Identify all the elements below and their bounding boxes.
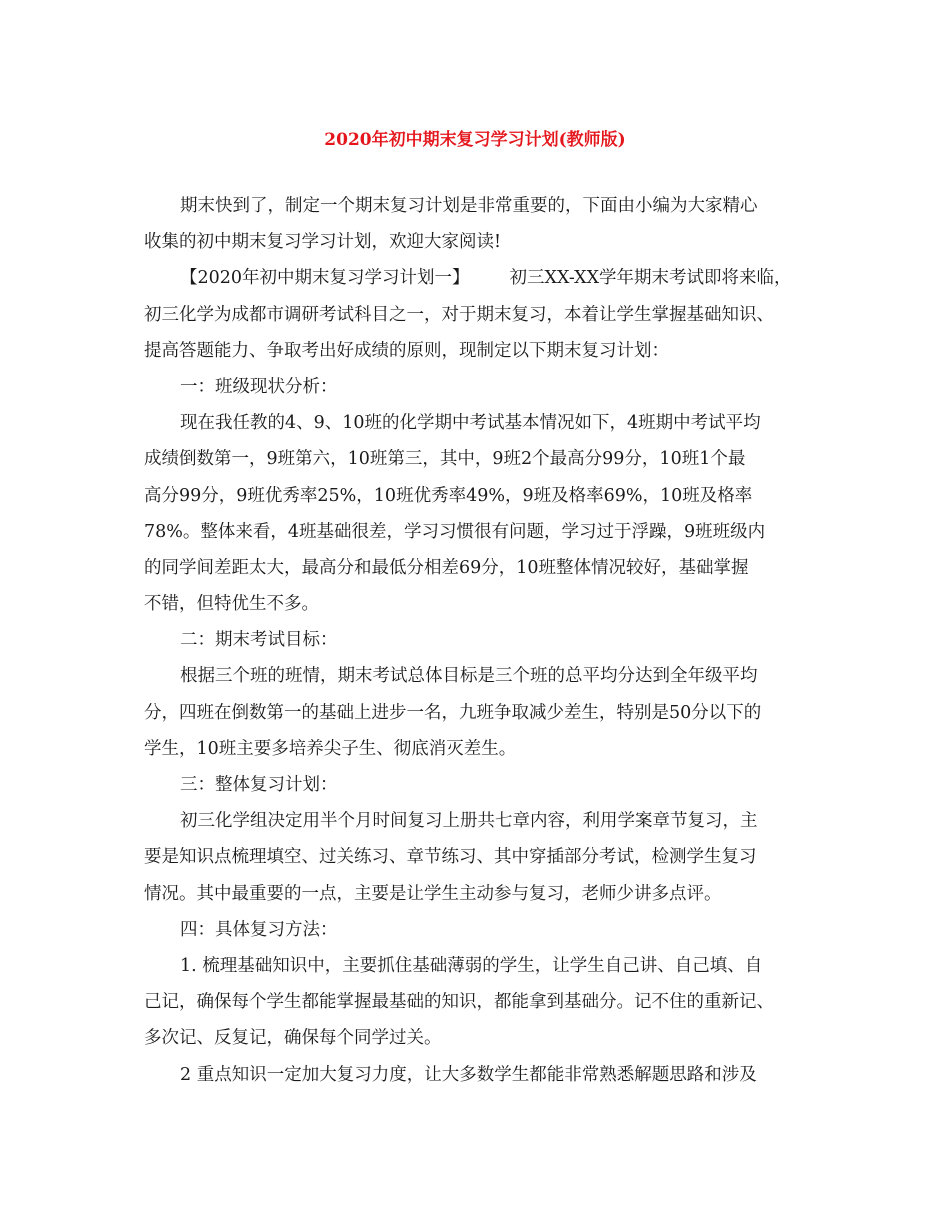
paragraph-line: [144, 405, 806, 441]
paragraph-line: [144, 478, 806, 514]
paragraph-line: [144, 1057, 806, 1093]
line-text: 成绩倒数第一，9班第六，10班第三，其中，9班2个最高分99分，10班1个最: [144, 449, 746, 470]
paragraph-line: [144, 731, 806, 767]
line-text: 不错，但特优生不多。: [144, 594, 319, 615]
line-text: 学生，10班主要多培养尖子生、彻底消灭差生。: [144, 738, 517, 759]
paragraph-line: [144, 839, 806, 875]
line-text: 己记，确保每个学生都能掌握最基础的知识，都能拿到基础分。记不住的重新记、: [144, 992, 774, 1013]
paragraph-line: [144, 984, 806, 1020]
paragraph-line: [144, 948, 806, 984]
paragraph-line: [144, 695, 806, 731]
line-text: 78%。整体来看，4班基础很差，学习习惯很有问题，学习过于浮躁，9班班级内: [144, 521, 766, 542]
line-text: 高分99分，9班优秀率25%，10班优秀率49%，9班及格率69%，10班及格率: [144, 485, 753, 506]
paragraph-line: [144, 514, 806, 550]
line-text: 二：期末考试目标：: [180, 630, 338, 651]
line-text: 的同学间差距太大，最高分和最低分相差69分，10班整体情况较好，基础掌握: [144, 557, 749, 578]
line-text: 2 重点知识一定加大复习力度，让大多数学生都能非常熟悉解题思路和涉及: [180, 1064, 757, 1085]
paragraph-line: [144, 297, 806, 333]
line-text: 【2020年初中期末复习学习计划一】: [180, 268, 470, 289]
paragraph-line: [144, 333, 806, 369]
paragraph-line: [144, 369, 806, 405]
line-text: 分，四班在倒数第一的基础上进步一名，九班争取减少差生，特别是50分以下的: [144, 702, 762, 723]
paragraph-line: [144, 658, 806, 694]
line-text: 根据三个班的班情，期末考试总体目标是三个班的总平均分达到全年级平均: [180, 666, 758, 687]
document-title: 2020年初中期末复习学习计划(教师版): [324, 130, 626, 150]
paragraph-line: [144, 876, 806, 912]
paragraph-line: [144, 912, 806, 948]
paragraph-line: [144, 188, 806, 224]
line-text: 期末快到了，制定一个期末复习计划是非常重要的，下面由小编为大家精心: [180, 196, 758, 216]
line-text: 四：具体复习方法：: [180, 919, 338, 940]
line-text: 情况。其中最重要的一点，主要是让学生主动参与复习，老师少讲多点评。: [144, 883, 722, 904]
line-text: 初三化学组决定用半个月时间复习上册共七章内容，利用学案章节复习，主: [180, 811, 758, 832]
line-text-continued: 初三XX-XX学年期末考试即将来临，: [509, 268, 792, 289]
document-body: [144, 188, 806, 1093]
line-text: 收集的初中期末复习学习计划，欢迎大家阅读!: [144, 232, 502, 253]
line-text: 要是知识点梳理填空、过关练习、章节练习、其中穿插部分考试，检测学生复习: [144, 847, 757, 868]
line-text: 1. 梳理基础知识中，主要抓住基础薄弱的学生，让学生自己讲、自己填、自: [180, 955, 763, 976]
paragraph-line: [144, 550, 806, 586]
paragraph-line: [144, 622, 806, 658]
paragraph-line: [144, 260, 806, 296]
paragraph-line: [144, 586, 806, 622]
paragraph-line: [144, 767, 806, 803]
line-text: 一：班级现状分析：: [180, 376, 338, 397]
line-text: 提高答题能力、争取考出好成绩的原则，现制定以下期末复习计划：: [144, 340, 669, 361]
line-text: 现在我任教的4、9、10班的化学期中考试基本情况如下，4班期中考试平均: [180, 413, 761, 434]
line-text: 初三化学为成都市调研考试科目之一，对于期末复习，本着让学生掌握基础知识、: [144, 304, 774, 325]
line-text: 多次记、反复记，确保每个同学过关。: [144, 1028, 442, 1049]
paragraph-line: [144, 803, 806, 839]
paragraph-line: [144, 441, 806, 477]
paragraph-line: [144, 224, 806, 260]
paragraph-line: [144, 1020, 806, 1056]
line-text: 三：整体复习计划：: [180, 775, 338, 795]
